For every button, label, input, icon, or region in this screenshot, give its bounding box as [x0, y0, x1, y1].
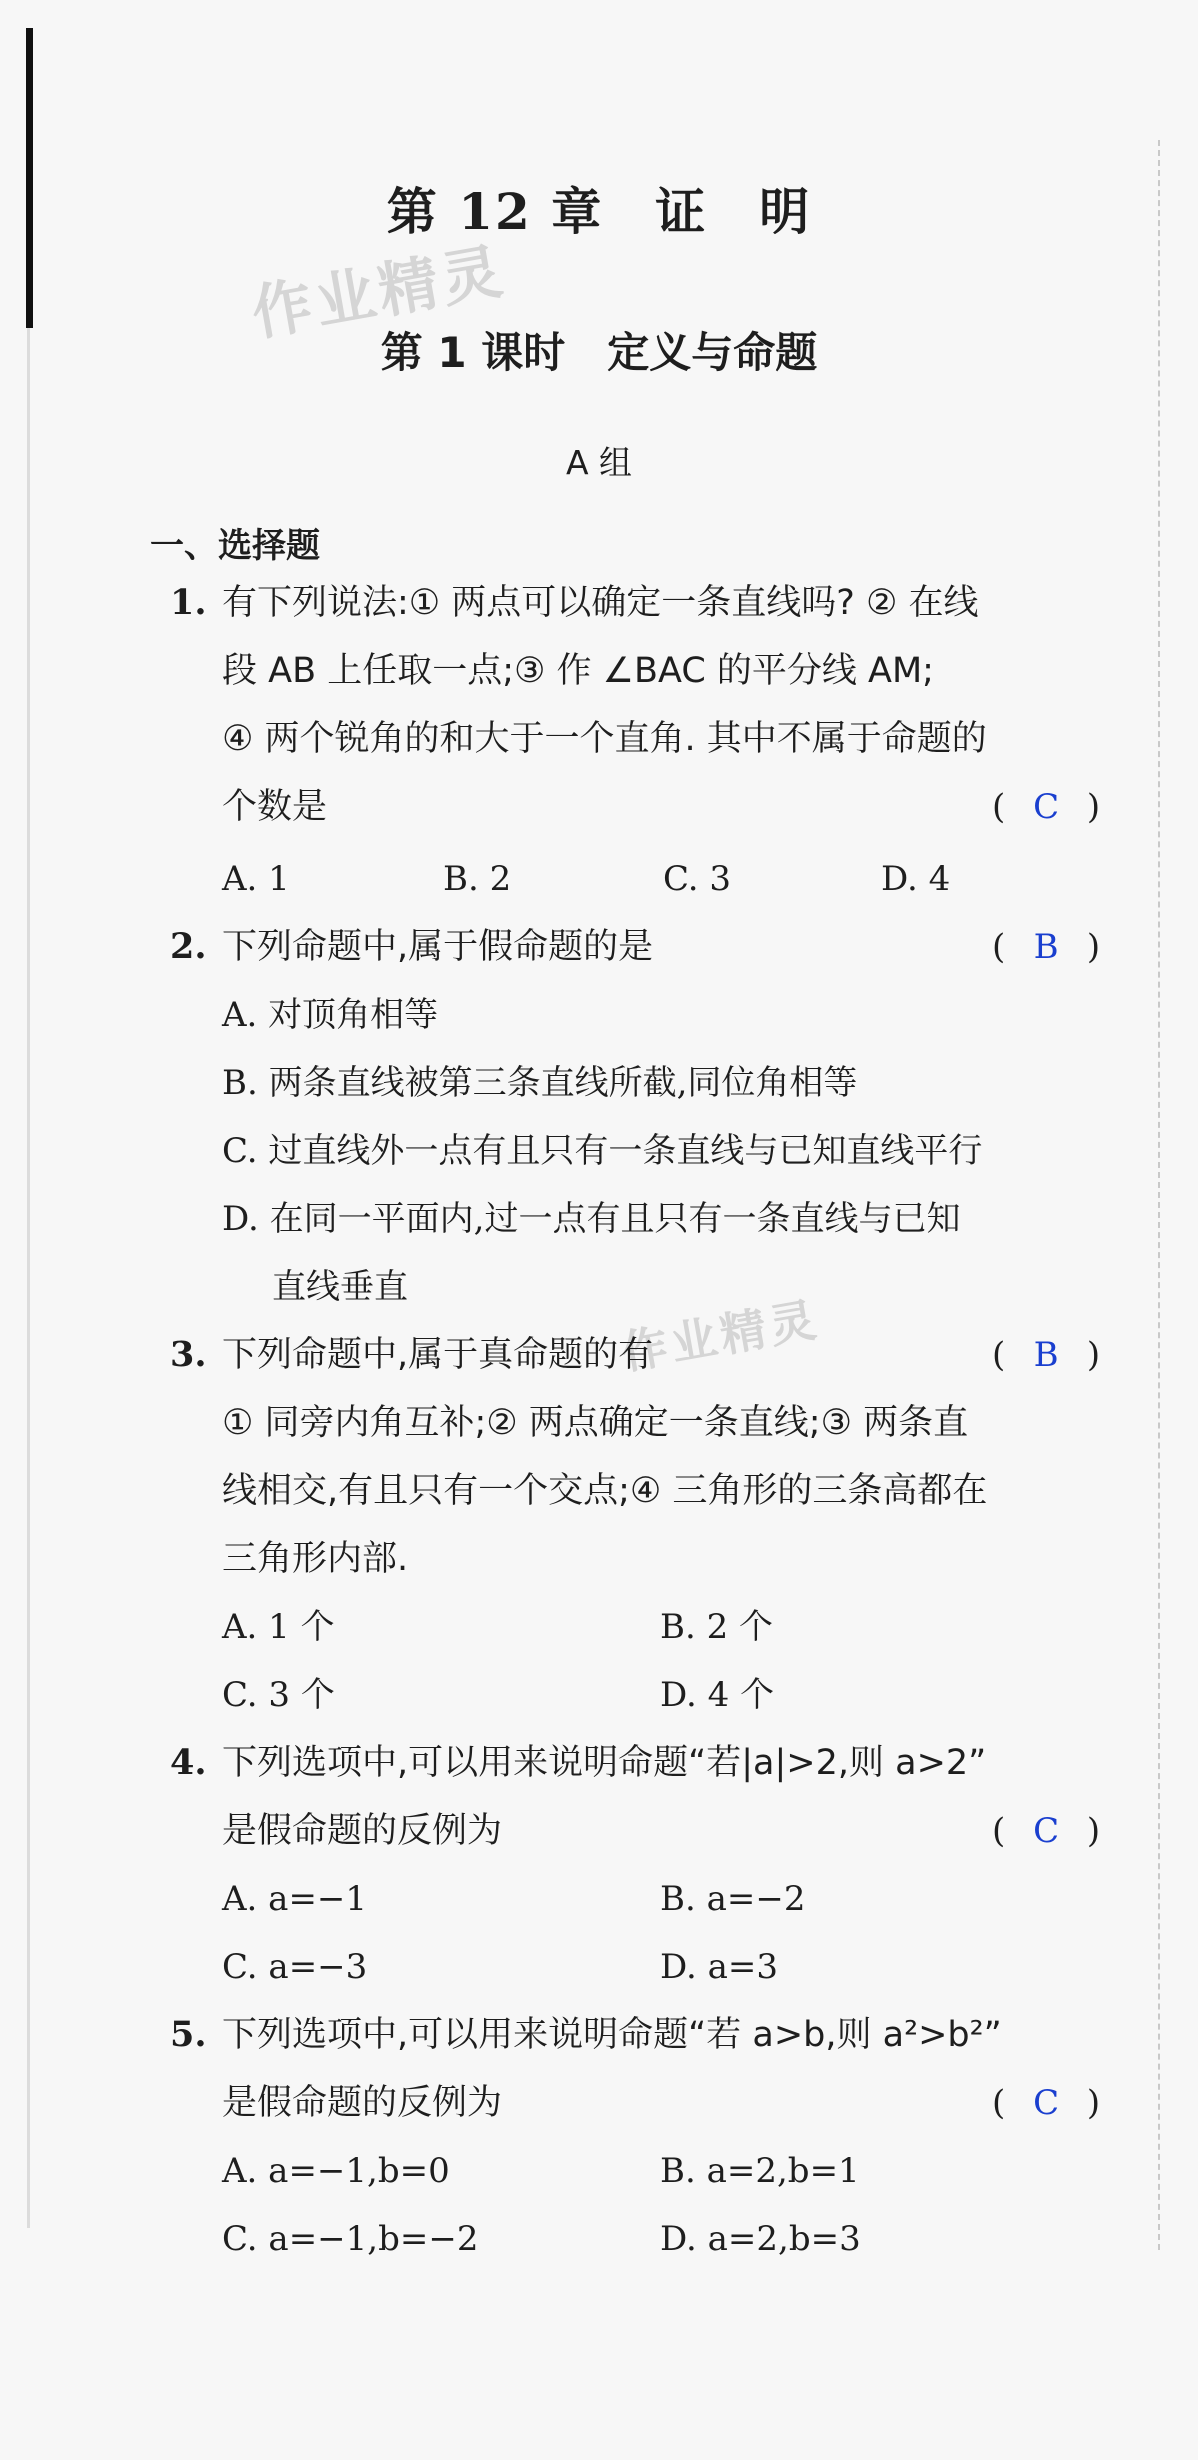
question-4-option-b: B. a=−2: [660, 1879, 806, 1919]
question-4-option-c: C. a=−3: [222, 1947, 368, 1987]
question-3-line-2: ① 同旁内角互补;② 两点确定一条直线;③ 两条直: [222, 1403, 969, 1443]
question-4-answer-letter: C: [1033, 1811, 1060, 1851]
question-1-number: 1.: [170, 582, 207, 623]
watermark-top: 作业精灵: [246, 236, 512, 350]
question-2-option-d-continued: 直线垂直: [272, 1267, 408, 1307]
question-3-option-b: B. 2 个: [660, 1607, 774, 1647]
question-5-option-c: C. a=−1,b=−2: [222, 2219, 479, 2259]
question-2-option-d: D. 在同一平面内,过一点有且只有一条直线与已知: [222, 1199, 961, 1239]
question-3-option-a: A. 1 个: [222, 1607, 335, 1647]
question-5-option-b: B. a=2,b=1: [660, 2151, 860, 2191]
question-4-option-d: D. a=3: [660, 1947, 779, 1987]
question-4-option-a: A. a=−1: [222, 1879, 368, 1919]
question-4-line-2: 是假命题的反例为: [222, 1811, 503, 1851]
question-2-option-c: C. 过直线外一点有且只有一条直线与已知直线平行: [222, 1131, 983, 1171]
question-5-line-1: 下列选项中,可以用来说明命题“若 a>b,则 a²>b²”: [222, 2015, 1002, 2055]
question-1-line-4: 个数是: [222, 787, 328, 827]
question-4-line-1: 下列选项中,可以用来说明命题“若|a|>2,则 a>2”: [222, 1743, 987, 1783]
question-3-line-4: 三角形内部.: [222, 1539, 409, 1579]
lesson-title: 第 1 课时 定义与命题: [380, 328, 818, 377]
question-3-option-c: C. 3 个: [222, 1675, 335, 1715]
question-1-option-c: C. 3: [663, 859, 732, 899]
question-4-number: 4.: [170, 1742, 207, 1783]
question-5-line-2: 是假命题的反例为: [222, 2083, 503, 2123]
question-1-line-1: 有下列说法:① 两点可以确定一条直线吗? ② 在线: [222, 583, 979, 623]
question-5-answer-letter: C: [1033, 2083, 1060, 2123]
question-2-answer: ( B ): [992, 924, 1100, 970]
question-1-option-a: A. 1: [222, 859, 290, 899]
question-5-option-a: A. a=−1,b=0: [222, 2151, 450, 2191]
question-3-option-d: D. 4 个: [660, 1675, 775, 1715]
question-3-line-3: 线相交,有且只有一个交点;④ 三角形的三条高都在: [222, 1471, 988, 1511]
question-1-answer-letter: C: [1033, 787, 1060, 827]
question-1-line-3: ④ 两个锐角的和大于一个直角. 其中不属于命题的: [222, 719, 987, 759]
question-2-line-1: 下列命题中,属于假命题的是: [222, 927, 654, 967]
group-label: A 组: [565, 443, 633, 482]
question-5-option-d: D. a=2,b=3: [660, 2219, 861, 2259]
section-heading: 一、选择题: [150, 526, 320, 566]
page-shadow-edge: [27, 328, 30, 2228]
chapter-title: 第 12 章 证 明: [386, 182, 812, 241]
question-3-line-1: 下列命题中,属于真命题的有: [222, 1335, 654, 1375]
question-3-answer-letter: B: [1033, 1335, 1059, 1375]
question-2-option-b: B. 两条直线被第三条直线所截,同位角相等: [222, 1063, 858, 1103]
question-1-option-d: D. 4: [881, 859, 951, 899]
question-1-line-2: 段 AB 上任取一点;③ 作 ∠BAC 的平分线 AM;: [222, 651, 934, 691]
question-1-option-b: B. 2: [443, 859, 512, 899]
question-2-number: 2.: [170, 926, 207, 967]
question-5-number: 5.: [170, 2014, 207, 2055]
question-2-option-a: A. 对顶角相等: [222, 995, 439, 1035]
question-2-answer-letter: B: [1033, 927, 1059, 967]
question-1-answer: ( C ): [992, 784, 1100, 830]
question-3-answer: ( B ): [992, 1332, 1100, 1378]
question-5-answer: ( C ): [992, 2080, 1100, 2126]
question-4-answer: ( C ): [992, 1808, 1100, 1854]
question-3-number: 3.: [170, 1334, 207, 1375]
watermark-middle: 作业精灵: [617, 1291, 824, 1380]
